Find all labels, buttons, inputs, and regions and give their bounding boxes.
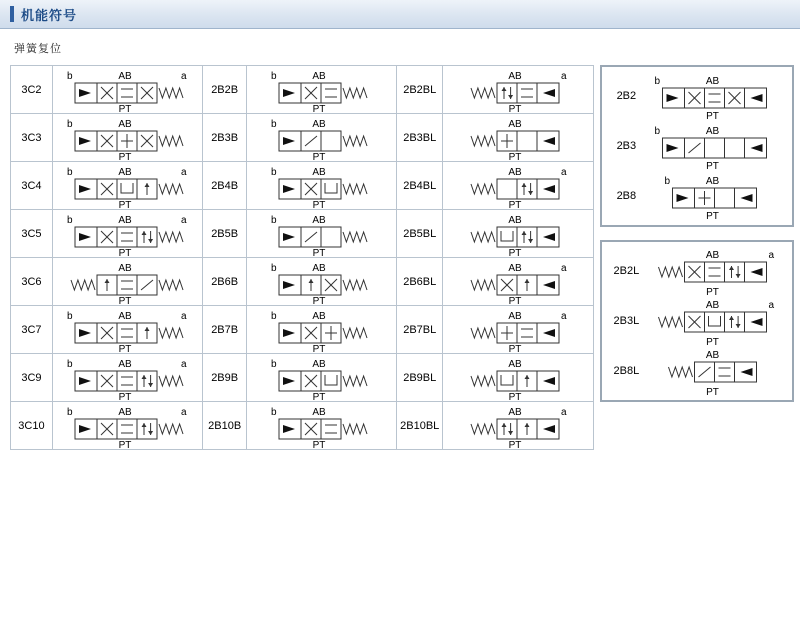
svg-text:PT: PT	[508, 391, 522, 401]
svg-text:AB: AB	[706, 300, 720, 311]
svg-text:a: a	[561, 406, 567, 418]
hydraulic-symbol-diagram	[647, 296, 788, 346]
symbol-code-label: 2B2	[616, 90, 637, 102]
hydraulic-symbol-diagram	[443, 114, 593, 162]
svg-text:PT: PT	[312, 103, 326, 113]
svg-text:b: b	[66, 358, 73, 370]
svg-text:PT: PT	[118, 247, 132, 257]
table-row	[11, 66, 594, 114]
svg-text:b: b	[66, 166, 73, 178]
svg-text:AB: AB	[312, 118, 326, 130]
svg-text:a: a	[180, 166, 187, 178]
symbol-code-label: 2B4BL	[397, 162, 443, 210]
hydraulic-symbol-diagram	[52, 306, 202, 354]
symbol-code-label: 3C6	[11, 258, 53, 306]
hydraulic-symbol-diagram	[247, 210, 397, 258]
svg-text:AB: AB	[118, 310, 132, 322]
svg-text:AB: AB	[312, 358, 326, 370]
svg-text:a: a	[180, 310, 187, 322]
hydraulic-symbol-diagram	[52, 210, 202, 258]
svg-text:PT: PT	[118, 439, 132, 449]
svg-text:AB: AB	[118, 118, 132, 130]
hydraulic-symbol-diagram	[52, 114, 202, 162]
symbol-code-label: 2B2BL	[397, 66, 443, 114]
svg-text:b: b	[271, 310, 277, 322]
section-subtitle: 弹簧复位	[14, 43, 62, 55]
svg-text:PT: PT	[706, 337, 720, 346]
svg-text:PT: PT	[312, 391, 326, 401]
svg-text:AB: AB	[118, 406, 132, 418]
symbol-code-label: 3C5	[11, 210, 53, 258]
svg-text:PT: PT	[118, 151, 132, 161]
symbol-code-label: 2B5BL	[397, 210, 443, 258]
hydraulic-symbol-diagram	[247, 402, 397, 450]
svg-text:AB: AB	[706, 126, 720, 137]
svg-text:AB: AB	[118, 70, 132, 82]
side-bottom-box	[600, 240, 795, 402]
table-row	[11, 114, 594, 162]
table-row	[606, 171, 789, 221]
symbol-code-label: 3C7	[11, 306, 53, 354]
table-row	[606, 296, 789, 346]
hydraulic-symbol-diagram	[647, 71, 788, 121]
svg-text:b: b	[271, 118, 277, 130]
svg-text:PT: PT	[508, 151, 522, 161]
svg-text:a: a	[561, 310, 567, 322]
hydraulic-symbol-diagram	[52, 354, 202, 402]
symbol-code-label: 2B10BL	[397, 402, 443, 450]
svg-text:a: a	[561, 166, 567, 178]
svg-text:AB: AB	[706, 350, 720, 361]
svg-text:b: b	[66, 70, 73, 82]
svg-text:PT: PT	[118, 343, 132, 353]
svg-text:AB: AB	[508, 118, 522, 130]
svg-text:PT: PT	[118, 295, 132, 305]
svg-text:b: b	[654, 126, 661, 137]
hydraulic-symbol-diagram	[443, 258, 593, 306]
hydraulic-symbol-diagram	[443, 354, 593, 402]
svg-text:AB: AB	[706, 176, 720, 187]
svg-text:PT: PT	[508, 439, 522, 449]
hydraulic-symbol-diagram	[647, 121, 788, 171]
svg-text:AB: AB	[312, 166, 326, 178]
symbol-code-label: 2B7B	[203, 306, 247, 354]
svg-text:b: b	[66, 118, 73, 130]
svg-text:AB: AB	[118, 214, 132, 226]
main-symbol-table-container	[10, 65, 594, 450]
svg-text:PT: PT	[508, 295, 522, 305]
svg-text:PT: PT	[706, 387, 720, 396]
symbol-code-label: 3C4	[11, 162, 53, 210]
svg-text:AB: AB	[312, 214, 326, 226]
symbol-code-label: 2B5B	[203, 210, 247, 258]
hydraulic-symbol-diagram	[247, 66, 397, 114]
hydraulic-symbol-diagram	[443, 306, 593, 354]
svg-text:AB: AB	[312, 310, 326, 322]
side-bottom-table	[606, 246, 789, 396]
table-row	[606, 246, 789, 296]
symbol-code-label: 2B6BL	[397, 258, 443, 306]
hydraulic-symbol-diagram	[647, 346, 788, 396]
svg-text:b: b	[66, 310, 73, 322]
table-row	[606, 71, 789, 121]
hydraulic-symbol-diagram	[52, 66, 202, 114]
hydraulic-symbol-diagram	[247, 114, 397, 162]
svg-text:a: a	[180, 406, 187, 418]
svg-text:AB: AB	[706, 250, 720, 261]
svg-text:AB: AB	[508, 262, 522, 274]
svg-text:PT: PT	[312, 151, 326, 161]
svg-text:PT: PT	[706, 211, 720, 220]
svg-text:PT: PT	[118, 103, 132, 113]
svg-text:PT: PT	[508, 343, 522, 353]
svg-text:AB: AB	[706, 76, 720, 87]
svg-text:AB: AB	[118, 262, 132, 274]
symbol-code-label: 2B3BL	[397, 114, 443, 162]
hydraulic-symbol-diagram	[247, 354, 397, 402]
hydraulic-symbol-diagram	[247, 306, 397, 354]
symbol-code-label: 2B9B	[203, 354, 247, 402]
side-column	[600, 65, 795, 415]
svg-text:PT: PT	[706, 287, 720, 296]
svg-text:b: b	[664, 176, 671, 187]
svg-text:AB: AB	[508, 358, 522, 370]
symbol-code-label: 2B6B	[203, 258, 247, 306]
svg-text:b: b	[271, 166, 277, 178]
svg-text:PT: PT	[508, 247, 522, 257]
symbol-code-label: 3C10	[11, 402, 53, 450]
svg-text:AB: AB	[118, 166, 132, 178]
hydraulic-symbol-diagram	[52, 258, 202, 306]
svg-text:b: b	[271, 358, 277, 370]
table-row	[606, 346, 789, 396]
svg-text:a: a	[768, 250, 775, 261]
symbol-code-label: 2B2L	[613, 265, 640, 277]
table-row	[11, 402, 594, 450]
svg-text:a: a	[180, 70, 187, 82]
svg-text:a: a	[561, 70, 567, 82]
hydraulic-symbol-diagram	[52, 402, 202, 450]
svg-text:PT: PT	[312, 295, 326, 305]
symbol-code-label: 3C9	[11, 354, 53, 402]
svg-text:b: b	[66, 214, 73, 226]
page-title: 机能符号	[21, 7, 78, 23]
table-row	[11, 210, 594, 258]
svg-text:b: b	[271, 406, 277, 418]
symbol-code-label: 3C2	[11, 66, 53, 114]
svg-text:AB: AB	[118, 358, 132, 370]
svg-text:AB: AB	[508, 310, 522, 322]
svg-text:PT: PT	[508, 199, 522, 209]
svg-text:PT: PT	[706, 161, 720, 170]
hydraulic-symbol-diagram	[443, 66, 593, 114]
table-row	[606, 121, 789, 171]
table-row	[11, 306, 594, 354]
svg-text:PT: PT	[312, 247, 326, 257]
symbol-code-label: 2B3B	[203, 114, 247, 162]
svg-text:AB: AB	[508, 214, 522, 226]
side-top-table	[606, 71, 789, 221]
hydraulic-symbol-diagram	[647, 171, 788, 221]
header-accent-bar	[10, 6, 14, 22]
svg-text:b: b	[66, 406, 73, 418]
hydraulic-symbol-diagram	[443, 210, 593, 258]
svg-text:PT: PT	[508, 103, 522, 113]
svg-text:AB: AB	[508, 406, 522, 418]
main-symbol-table	[10, 65, 594, 450]
symbol-code-label: 2B2B	[203, 66, 247, 114]
symbol-code-label: 2B8	[616, 190, 637, 202]
symbol-code-label: 2B9BL	[397, 354, 443, 402]
svg-text:b: b	[271, 70, 277, 82]
svg-text:PT: PT	[118, 391, 132, 401]
svg-text:a: a	[561, 262, 567, 274]
svg-text:AB: AB	[508, 70, 522, 82]
symbol-code-label: 2B4B	[203, 162, 247, 210]
content-layout	[0, 65, 800, 450]
symbol-code-label: 2B3L	[613, 315, 640, 327]
table-row	[11, 258, 594, 306]
svg-text:a: a	[768, 300, 775, 311]
symbol-code-label: 3C3	[11, 114, 53, 162]
symbol-code-label: 2B8L	[613, 365, 640, 377]
hydraulic-symbol-diagram	[247, 162, 397, 210]
svg-text:a: a	[180, 358, 187, 370]
svg-text:AB: AB	[312, 70, 326, 82]
svg-text:a: a	[180, 214, 187, 226]
hydraulic-symbol-diagram	[443, 162, 593, 210]
svg-text:b: b	[271, 262, 277, 274]
hydraulic-symbol-diagram	[647, 246, 788, 296]
symbol-code-label: 2B3	[616, 140, 637, 152]
svg-text:PT: PT	[706, 111, 720, 120]
hydraulic-symbol-diagram	[443, 402, 593, 450]
page-header	[0, 0, 800, 29]
svg-text:AB: AB	[312, 262, 326, 274]
hydraulic-symbol-diagram	[247, 258, 397, 306]
side-top-box	[600, 65, 795, 227]
table-row	[11, 162, 594, 210]
svg-text:PT: PT	[312, 439, 326, 449]
hydraulic-symbol-diagram	[52, 162, 202, 210]
svg-text:PT: PT	[312, 199, 326, 209]
svg-text:b: b	[271, 214, 277, 226]
svg-text:PT: PT	[312, 343, 326, 353]
symbol-code-label: 2B10B	[203, 402, 247, 450]
svg-text:b: b	[654, 76, 661, 87]
svg-text:AB: AB	[312, 406, 326, 418]
svg-text:PT: PT	[118, 199, 132, 209]
svg-text:AB: AB	[508, 166, 522, 178]
table-row	[11, 354, 594, 402]
symbol-code-label: 2B7BL	[397, 306, 443, 354]
